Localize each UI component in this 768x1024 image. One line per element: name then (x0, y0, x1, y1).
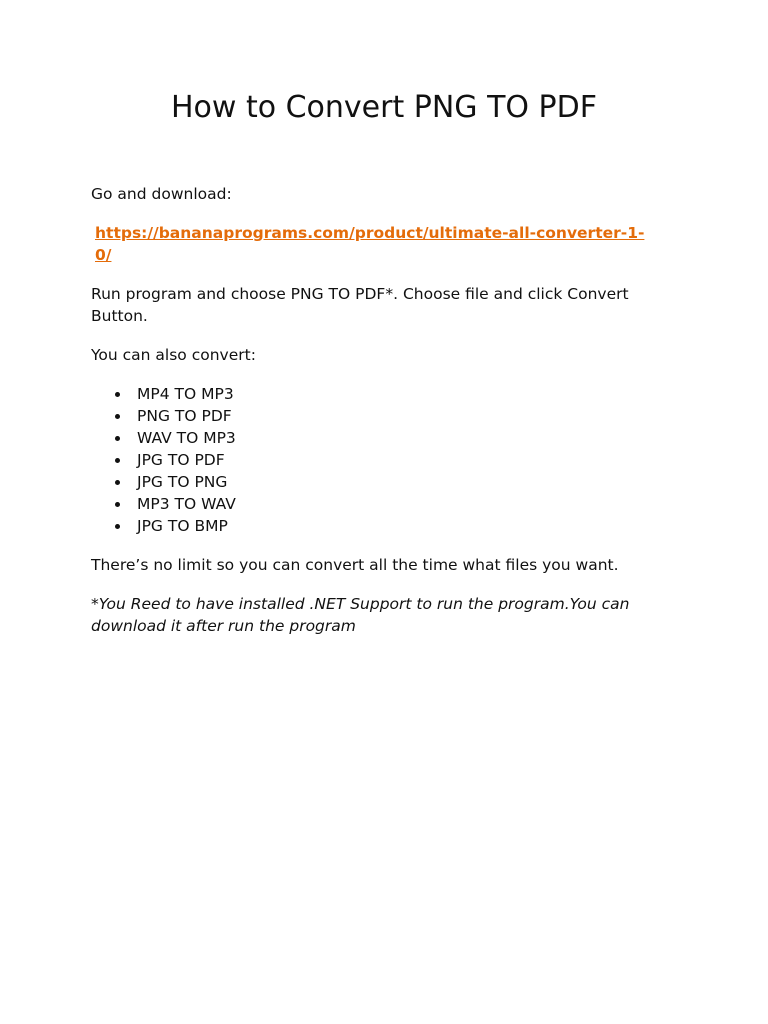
bullet-icon (115, 524, 120, 529)
list-item (91, 383, 651, 405)
no-limit-text: There’s no limit so you can convert all the time what files you want. (91, 556, 619, 574)
download-link[interactable]: https://bananaprograms.com/product/ultimate-all-converter-1-0/ (95, 224, 645, 264)
list-item-label: JPG TO BMP (137, 517, 228, 535)
list-item (91, 427, 651, 449)
list-item-label: MP4 TO MP3 (137, 385, 234, 403)
document-body (91, 183, 651, 654)
list-item-label: PNG TO PDF (137, 407, 232, 425)
instructions-text: Run program and choose PNG TO PDF*. Choose file and click Convert Button. (91, 285, 629, 325)
bullet-icon (115, 458, 120, 463)
bullet-icon (115, 480, 120, 485)
page-title: How to Convert PNG TO PDF (170, 90, 598, 125)
intro-text: Go and download: (91, 185, 232, 203)
list-item (91, 515, 651, 537)
bullet-icon (115, 502, 120, 507)
list-item (91, 449, 651, 471)
list-item-label: JPG TO PNG (137, 473, 228, 491)
bullet-icon (115, 392, 120, 397)
bullet-icon (115, 436, 120, 441)
also-convert-text: You can also convert: (91, 346, 256, 364)
list-item (91, 405, 651, 427)
footnote-text: *You Reed to have installed .NET Support to run the program.You can download it after run the program (91, 595, 630, 635)
list-item (91, 493, 651, 515)
list-item-label: WAV TO MP3 (137, 429, 236, 447)
formats-list (91, 383, 651, 537)
bullet-icon (115, 414, 120, 419)
list-item-label: JPG TO PDF (137, 451, 225, 469)
list-item-label: MP3 TO WAV (137, 495, 236, 513)
list-item (91, 471, 651, 493)
download-link-line (95, 222, 651, 266)
